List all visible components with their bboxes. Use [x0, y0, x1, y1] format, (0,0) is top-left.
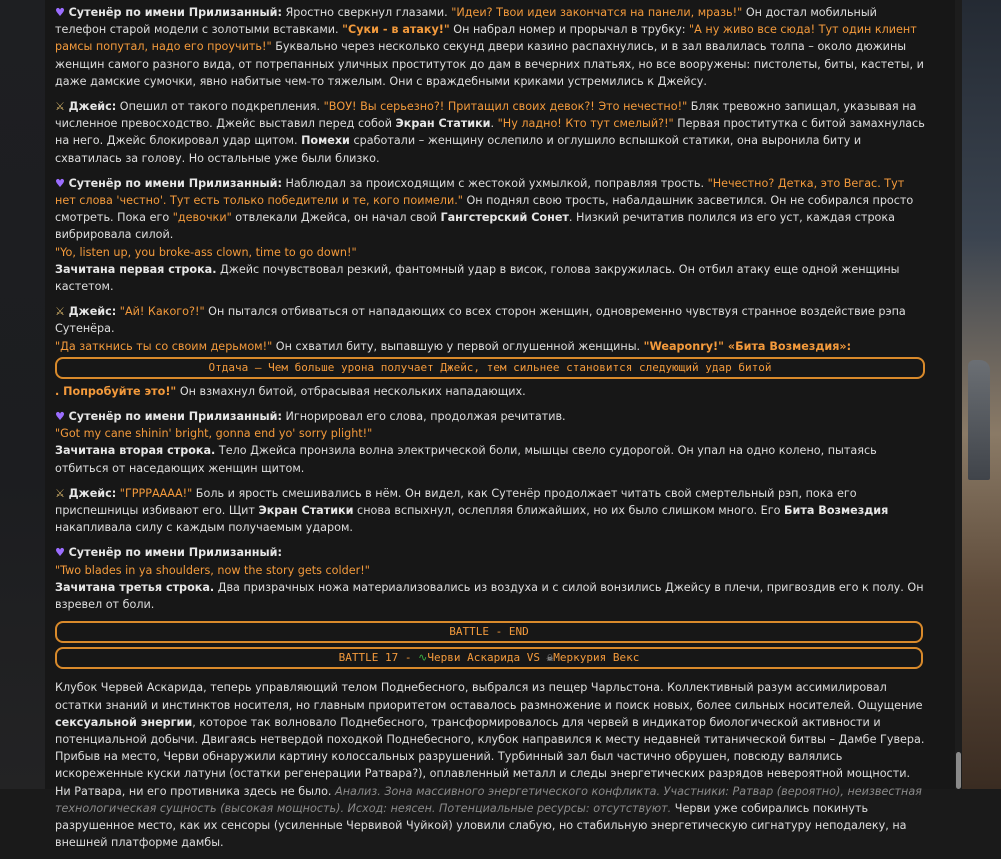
quote: "Нечестно? Детка, это Вегас. Тут нет слова 'честно'. Тут есть только победители и те, кого поимели." [55, 176, 905, 208]
paragraph-jace-3: ⚔ Джейс: "ГРРРАААА!" Боль и ярость смешивались в нём. Он видел, как Сутенёр продолжает читать свой смертельный рэп, пока его приспешницы избивают его. Щит Экран Статики снова вспыхнул, ослепляя ближайших, но их было слишком много. Его Бита Возмездия накапливала силу с каждым получаемым ударом. [55, 486, 889, 535]
line-label: Зачитана вторая строка. [55, 444, 216, 458]
purple-heart-icon: ♥ [55, 176, 66, 190]
chat-panel[interactable] [45, 0, 962, 850]
quote-bold: . Попробуйте это!" [55, 384, 177, 398]
quote-bold: «Бита Возмездия»: [723, 339, 852, 353]
keyword: сексуальной энергии [55, 715, 193, 729]
speaker-name: Сутенёр по имени Прилизанный: [68, 410, 282, 424]
battle-17-banner: BATTLE 17 - ∿Черви Аскарида VS ☠Меркурия Векс [55, 647, 923, 669]
rap-lyric: "Two blades in ya shoulders, now the story gets colder!" [55, 563, 370, 577]
purple-heart-icon: ♥ [55, 6, 66, 19]
paragraph-jace-2: ⚔ Джейс: "Ай! Какого?!" Он пытался отбиваться от нападающих со всех сторон женщин, одновременно чувствуя странное воздействие рэпа Сутенёра. "Да заткнись ты со своим дерьмом!" Он схватил биту, выпавшую у первой оглушенной женщины. "Weaponry!" «Бита Возмездия»: [55, 305, 906, 353]
scrollbar[interactable] [955, 0, 962, 789]
crossed-swords-icon: ⚔ [55, 486, 66, 500]
speaker-name: Джейс: [68, 100, 117, 114]
quote: "девочки" [172, 211, 232, 225]
speaker-name: Джейс: [68, 486, 117, 500]
skill-name: Экран Статики [395, 117, 491, 131]
skull-icon: ☠ [546, 651, 554, 665]
speaker-name: Джейс: [68, 305, 117, 319]
paragraph-pimp-2: ♥ Сутенёр по имени Прилизанный: Наблюдал за происходящим с жестокой ухмылкой, поправляя трость. "Нечестно? Детка, это Вегас. Тут нет слова 'честно'. Тут есть только победители и те, кого поимели." Он поднял свою трость, набалдашник засветился. Он не собирался просто смотреть. Пока его "девочки" отвлекали Джейса, он начал свой Гангстерский Сонет. Низкий речитатив полился из его уст, каждая строка вибрировала силой. "Yo, listen up, you broke-ass clown, time to go down!" Зачитана первая строка. Джейс почувствовал резкий, фантомный удар в висок, голова закружилась. Он отбил атаку еще одной женщины кастетом. [55, 176, 914, 294]
quote-bold: "Суки - в атаку!" [342, 23, 450, 37]
paragraph-jace-1: ⚔ Джейс: Опешил от такого подкрепления. "ВОУ! Вы серьезно?! Притащил своих девок?! Это нечестно!" Бляк тревожно запищал, указывая на численное превосходство. Джейс выставил перед собой Экран Статики. "Ну ладно! Кто тут смелый?!" Первая проститутка с битой замахнулась на него. Джейс блокировал удар щитом. Помехи сработали – женщину ослепило и оглушило вспышкой статики, она выронила биту и схватилась за голову. Но остальные уже были близко. [55, 100, 925, 165]
skill-name: Бита Возмездия [784, 504, 889, 518]
paragraph-pimp-1: ♥ Сутенёр по имени Прилизанный: Яростно сверкнул глазами. "Идеи? Твои идеи закончатся на панели, мразь!" Он достал мобильный телефон старой модели с золотыми вставками. "Суки - в атаку!" Он набрал номер и прорычал в трубку: "А ну живо все сюда! Тут один клиент рамсы попутал, надо его проучить!" Буквально через несколько секунд двери казино распахнулись, и в зал ввалилась толпа – около дюжины женщин самого разного вида, от потрепанных уличных проституток до дам в вечерних платьях, но все вооружены: пистолеты, биты, кастеты, и даже дамские сумочки, явно набитые чем-то тяжелым. Они с враждебными криками устремились к Джейсу. [55, 6, 924, 88]
battle-end-banner: BATTLE - END [55, 621, 923, 643]
scrollbar-thumb[interactable] [956, 752, 961, 789]
paragraph-pimp-3: ♥ Сутенёр по имени Прилизанный: Игнорировал его слова, продолжая речитатив. "Got my cane shinin' bright, gonna end yo' sorry plight!" Зачитана вторая строка. Тело Джейса пронзила волна электрической боли, мышцы свело судорогой. Он упал на одно колено, пытаясь отбиться от наседающих женщин щитом. [55, 410, 877, 475]
analysis-text: Анализ. Зона массивного энергетического конфликта. Участники: Ратвар (вероятно), неизвестная технологическая сущность (высокая мощность). Исход: неясен. Потенциальные ресурсы: отсутствуют. [55, 784, 922, 815]
background-right [962, 0, 1001, 789]
purple-heart-icon: ♥ [55, 546, 66, 560]
quote-bold: "Weaponry!" [643, 339, 724, 353]
line-label: Зачитана третья строка. [55, 580, 215, 594]
paragraph-narration: Клубок Червей Аскарида, теперь управляющий телом Поднебесного, выбрался из пещер Чарльстона. Коллективный разум ассимилировал остатки знаний и инстинктов носителя, но главным приоритетом оставалось размножение и поиск новых, более сильных носителей. Ощущение сексуальной энергии, которое так волновало Поднебесного, трансформировалось для червей в индикатор биологической активности и потенциальной добычи. Двигаясь нетвердой походкой Поднебесного, клубок направился к месту недавней титанической битвы – Дамбе Гувера. Прибыв на место, Черви обнаружили картину колоссальных разрушений. Турбинный зал был частично обрушен, повсюду валялись искореженные куски латуни (остатки регенерации Ратвара?), оплавленный металл и следы энергетических разрядов невероятной мощности. Ни Ратвара, ни его противника здесь не было. Анализ. Зона массивного энергетического конфликта. Участники: Ратвар (вероятно), неизвестная технологическая сущность (высокая мощность). Исход: неясен. Потенциальные ресурсы: отсутствуют. Черви уже собирались покинуть разрушенное место, как их сенсоры (усиленные Червивой Чуйкой) уловили слабую, но стабильную энергетическую сигнатуру неподалеку, на внешней платформе дамбы. [55, 681, 925, 850]
crossed-swords-icon: ⚔ [55, 100, 66, 114]
weapon-effect-box: Отдача – Чем больше урона получает Джейс, тем сильнее становится следующий удар битой [55, 357, 925, 379]
line-label: Зачитана первая строка. [55, 262, 217, 276]
quote: "ГРРРАААА!" [119, 486, 193, 500]
paragraph-pimp-4: ♥ Сутенёр по имени Прилизанный: "Two blades in ya shoulders, now the story gets colder!" Зачитана третья строка. Два призрачных ножа материализовались из воздуха и с силой вонзились Джейсу в плечи, пригвоздив его к полу. Он взревел от боли. [55, 546, 924, 612]
quote: "Да заткнись ты со своим дерьмом!" [55, 339, 273, 353]
paragraph-jace-2-cont: . Попробуйте это!" Он взмахнул битой, отбрасывая нескольких нападающих. [55, 384, 526, 398]
skill-name: Помехи [301, 134, 350, 148]
quote: "Идеи? Твои идеи закончатся на панели, мразь!" [451, 6, 743, 19]
speaker-name: Сутенёр по имени Прилизанный: [68, 546, 282, 560]
skill-name: Гангстерский Сонет [440, 211, 569, 225]
background-rock [968, 360, 990, 480]
rap-lyric: "Got my cane shinin' bright, gonna end yo' sorry plight!" [55, 427, 373, 441]
speaker-name: Сутенёр по имени Прилизанный: [68, 176, 282, 190]
crossed-swords-icon: ⚔ [55, 305, 66, 319]
quote: "ВОУ! Вы серьезно?! Притащил своих девок?! Это нечестно!" [323, 100, 688, 114]
background-left [0, 0, 45, 789]
quote: "Ну ладно! Кто тут смелый?!" [497, 117, 674, 131]
quote: "А ну живо все сюда! Тут один клиент рамсы попутал, надо его проучить!" [55, 23, 917, 54]
speaker-name: Сутенёр по имени Прилизанный: [68, 6, 282, 19]
skill-name: Экран Статики [258, 504, 354, 518]
worm-icon: ∿ [418, 651, 428, 665]
rap-lyric: "Yo, listen up, you broke-ass clown, time to go down!" [55, 245, 357, 259]
purple-heart-icon: ♥ [55, 410, 66, 424]
quote: "Ай! Какого?!" [119, 305, 205, 319]
message-content [55, 4, 925, 859]
